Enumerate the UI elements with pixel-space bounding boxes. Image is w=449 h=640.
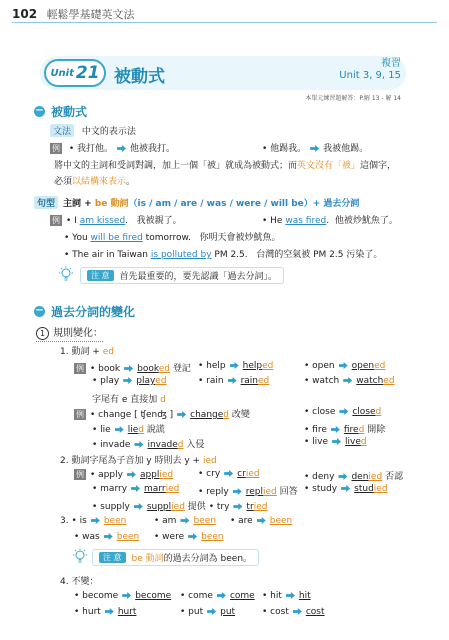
participle: become	[135, 591, 172, 601]
table-row	[262, 607, 325, 617]
book-title: 輕鬆學基礎英文法	[46, 8, 135, 21]
example-line-1b	[262, 141, 368, 154]
table-row	[304, 376, 395, 386]
participle-suffix: ied	[263, 487, 277, 497]
highlight-text: 以結構來表示	[72, 177, 127, 187]
participle-stem: stud	[354, 484, 374, 494]
note-tag: 注 意	[99, 552, 126, 563]
explanation-text: 這個字，	[360, 161, 397, 171]
explanation-text: 將中文的主詞和受詞對調，加上一個「被」就成為被動式；而	[54, 161, 298, 171]
arrow-right-icon	[177, 411, 186, 418]
unit-label: Unit	[50, 67, 74, 79]
section-title: 被動式	[51, 105, 88, 119]
participle-stem: live	[345, 437, 361, 447]
table-row	[92, 484, 179, 494]
table-row	[92, 422, 165, 435]
verb: • am	[154, 516, 177, 526]
sentence-text: • The air in Taiwan	[64, 250, 151, 260]
pattern-line	[34, 196, 359, 209]
rule-3-row-1	[60, 516, 126, 526]
sentence-translation: 台灣的空氣被 PM 2.5 污染了。	[256, 250, 383, 260]
meaning: 否認	[385, 472, 404, 482]
arrow-right-icon	[91, 517, 100, 524]
table-row	[92, 376, 167, 386]
participle-stem: lie	[127, 425, 139, 435]
explanation-line-2	[54, 174, 135, 187]
arrow-right-icon	[339, 362, 348, 369]
rule-3-row-1b	[154, 516, 216, 526]
verb: • come	[180, 591, 213, 601]
participle-suffix: ed	[155, 376, 167, 386]
review-units: Unit 3, 9, 15	[339, 70, 401, 81]
meaning: 回答	[279, 487, 298, 497]
highlight-text: 英文沒有「被」	[297, 161, 361, 171]
verb: • cost	[262, 607, 289, 617]
verb: • close	[304, 407, 336, 417]
pattern-tag: 句型	[34, 196, 58, 209]
page-number: 102	[12, 7, 38, 21]
note-highlight: be 動詞	[131, 554, 164, 564]
verb: • was	[74, 532, 100, 542]
example-text: 我被他踢。	[323, 144, 369, 154]
arrow-right-icon	[117, 145, 126, 152]
sentence-text: PM 2.5.	[211, 250, 248, 260]
rule-text: 1. 動詞 +	[60, 347, 103, 357]
participle-stem: suppl	[146, 502, 172, 512]
pattern-text: （is / am / are / was / were / will be）+ 過去分詞	[128, 199, 360, 209]
participle-suffix: ed	[158, 364, 170, 374]
participle-stem: marr	[144, 484, 166, 494]
participle-stem: play	[136, 376, 156, 386]
table-row	[304, 437, 367, 447]
rule-4-heading: 4. 不變：	[60, 577, 99, 587]
participle-suffix: d	[177, 440, 184, 450]
arrow-right-icon	[230, 362, 239, 369]
unit-title: 被動式	[114, 67, 165, 87]
verb: • hurt	[74, 607, 101, 617]
table-row	[74, 407, 250, 420]
pattern-highlight: be 動詞	[94, 199, 129, 209]
table-row	[74, 591, 171, 601]
participle-suffix: ied	[165, 484, 180, 494]
rule-text: 字尾有 e 直接加	[92, 395, 161, 405]
sentence-text: .	[125, 216, 129, 226]
verb: • study	[304, 484, 338, 494]
table-row	[198, 361, 273, 371]
table-row	[198, 469, 260, 479]
arrow-right-icon	[286, 592, 295, 599]
review-label: 複習	[381, 58, 401, 69]
explanation-text: 必須	[54, 177, 73, 187]
sentence-line-1	[50, 213, 182, 226]
verb: • book	[90, 364, 121, 374]
rule-text: 2. 動詞字尾為子音加 y 時則去 y +	[60, 456, 203, 466]
rule-suffix: d	[160, 395, 166, 405]
participle: come	[229, 591, 255, 601]
verb: • try	[208, 502, 230, 512]
verb: • hit	[262, 591, 282, 601]
participle-suffix: d	[375, 407, 382, 417]
participle-suffix: ied	[171, 502, 185, 512]
participle: cost	[305, 607, 325, 617]
example-tag: 例	[52, 216, 60, 225]
table-row	[304, 484, 388, 494]
participle-stem: appl	[139, 470, 160, 480]
table-row	[74, 607, 136, 617]
verb: • watch	[304, 376, 340, 386]
rule-2-heading	[60, 453, 217, 466]
participle-suffix: ed	[383, 376, 395, 386]
participle-stem: rain	[240, 376, 259, 386]
arrow-right-icon	[341, 485, 350, 492]
participle: put	[220, 607, 236, 617]
participle: been	[269, 516, 293, 526]
verb: • rain	[198, 376, 224, 386]
verb: • put	[180, 607, 204, 617]
verb: • marry	[92, 484, 128, 494]
table-row	[304, 361, 385, 371]
participle-stem: close	[352, 407, 376, 417]
table-row	[74, 361, 191, 374]
pattern-text: 主詞 +	[63, 199, 95, 209]
verb: • reply	[198, 487, 229, 497]
participle: hit	[298, 591, 311, 601]
participle-stem: repl	[245, 487, 264, 497]
answer-ref: 本單元練習題解答：P.解 13 - 解 14	[305, 95, 401, 102]
sentence-line-1b	[262, 213, 398, 226]
participle-suffix: ied	[245, 469, 260, 479]
running-header	[12, 6, 135, 22]
rule-suffix: ied	[202, 456, 217, 466]
verb: • live	[304, 437, 329, 447]
explanation-line-1	[54, 158, 396, 171]
meaning: 改變	[231, 410, 250, 420]
section-title: 過去分詞的變化	[51, 305, 136, 319]
verb: • become	[74, 591, 119, 601]
participle-suffix: ied	[368, 472, 383, 482]
lightbulb-icon	[72, 548, 88, 570]
verb: • is	[71, 516, 87, 526]
note-box-2	[92, 549, 259, 566]
verb: • cry	[198, 469, 221, 479]
participle-suffix: d	[138, 425, 144, 435]
sentence-translation: 我被親了。	[136, 216, 182, 226]
example-tag: 例	[76, 364, 84, 373]
participle-suffix: ied	[373, 484, 388, 494]
grammar-tag: 文法	[50, 124, 74, 137]
example-tag: 例	[76, 470, 84, 479]
participle-suffix: ed	[374, 361, 386, 371]
participle-suffix: d	[358, 425, 365, 435]
grammar-label-line	[50, 124, 136, 137]
verb: • invade	[92, 440, 131, 450]
arrow-right-icon	[104, 533, 113, 540]
meaning: 登記	[172, 364, 191, 374]
sentence-translation: 你明天會被炒魷魚。	[199, 233, 281, 243]
arrow-right-icon	[228, 377, 237, 384]
arrow-right-icon	[343, 377, 352, 384]
note-box-1	[80, 267, 284, 284]
participle: hurt	[117, 607, 137, 617]
rule-text: 3.	[60, 516, 69, 526]
minus-circle-icon: −	[35, 305, 44, 316]
sentence-text: .	[326, 216, 330, 226]
sentence-text: • He	[262, 216, 286, 226]
arrow-right-icon	[339, 408, 348, 415]
sentence-line-3	[64, 247, 382, 260]
sentence-text: tomorrow.	[142, 233, 191, 243]
rule-title: 規則變化：	[53, 328, 103, 339]
participle: been	[201, 532, 224, 542]
participle-stem: tr	[246, 502, 254, 512]
example-text: 他被我打。	[130, 144, 176, 154]
rule-number: 1	[36, 327, 49, 340]
participle-suffix: ed	[258, 376, 270, 386]
table-row	[304, 407, 381, 417]
participle-stem: invade	[147, 440, 178, 450]
table-row	[180, 607, 235, 617]
arrow-right-icon	[134, 441, 143, 448]
note-text: 的過去分詞為 been。	[163, 554, 253, 564]
table-row	[262, 591, 311, 601]
verb: • are	[230, 516, 253, 526]
verb: • open	[304, 361, 335, 371]
meaning: 提供	[187, 502, 206, 512]
arrow-right-icon	[217, 592, 226, 599]
verb: • change [ ʧenʤ ]	[90, 410, 174, 420]
unit-badge	[44, 59, 106, 87]
verb: • play	[92, 376, 120, 386]
arrow-right-icon	[293, 608, 302, 615]
arrow-right-icon	[180, 517, 189, 524]
sentence-text: • I	[66, 216, 80, 226]
participle-suffix: ied	[253, 502, 268, 512]
sentence-translation: 他被炒魷魚了。	[334, 216, 398, 226]
arrow-right-icon	[124, 365, 133, 372]
arrow-right-icon	[105, 608, 114, 615]
table-row	[304, 422, 385, 435]
sentence-text: • You	[64, 233, 91, 243]
example-tag: 例	[52, 144, 60, 153]
table-row	[74, 469, 173, 480]
participle-suffix: d	[223, 410, 229, 420]
participle: been	[103, 516, 127, 526]
verb: • fire	[304, 425, 327, 435]
rule-suffix: ed	[102, 347, 114, 357]
meaning: 開除	[367, 425, 386, 435]
participle-stem: open	[351, 361, 375, 371]
arrow-right-icon	[224, 470, 233, 477]
example-text: • 我打他。	[68, 144, 114, 154]
arrow-right-icon	[331, 426, 340, 433]
arrow-right-icon	[310, 145, 319, 152]
rule-3-row-1c	[230, 516, 292, 526]
sentence-highlight: will be fired	[90, 233, 143, 243]
arrow-right-icon	[332, 438, 341, 445]
rule-1b-heading	[92, 392, 166, 405]
example-text: • 他踢我。	[262, 144, 307, 154]
arrow-right-icon	[338, 473, 347, 480]
participle-stem: watch	[356, 376, 384, 386]
rule-3-row-2	[74, 532, 139, 542]
arrow-right-icon	[123, 377, 132, 384]
arrow-right-icon	[122, 592, 131, 599]
verb: • deny	[304, 472, 335, 482]
table-row	[180, 591, 255, 601]
participle: been	[193, 516, 216, 526]
example-line-1	[50, 141, 175, 154]
verb: • lie	[92, 425, 111, 435]
sentence-line-2	[64, 230, 281, 243]
arrow-right-icon	[207, 608, 216, 615]
participle-suffix: ed	[262, 361, 274, 371]
example-tag: 例	[76, 410, 84, 419]
arrow-right-icon	[233, 488, 242, 495]
note-text: 首先最重要的，要先認識「過去分詞」。	[119, 272, 278, 282]
table-row	[92, 437, 204, 450]
meaning: 入侵	[186, 440, 205, 450]
table-row	[198, 376, 269, 386]
participle-stem: book	[137, 364, 159, 374]
sentence-highlight: am kissed	[79, 216, 126, 226]
header-rule	[12, 22, 437, 23]
minus-circle-icon: −	[35, 105, 44, 116]
arrow-right-icon	[134, 503, 143, 510]
verb: • supply	[92, 502, 130, 512]
participle-suffix: d	[360, 437, 367, 447]
meaning: 說謊	[146, 425, 165, 435]
grammar-caption: 中文的表示法	[81, 127, 136, 137]
verb: • apply	[90, 470, 123, 480]
arrow-right-icon	[127, 471, 136, 478]
table-row	[304, 469, 403, 482]
arrow-right-icon	[233, 503, 242, 510]
table-row	[198, 484, 298, 497]
rule-heading	[36, 324, 103, 342]
arrow-right-icon	[131, 485, 140, 492]
verb: • help	[198, 361, 226, 371]
participle-stem: den	[351, 472, 369, 482]
participle-suffix: ied	[159, 470, 174, 480]
lightbulb-icon	[58, 266, 74, 288]
participle-stem: cr	[237, 469, 246, 479]
note-tag: 注 意	[87, 270, 114, 281]
review-ref	[339, 58, 401, 82]
participle-stem: help	[242, 361, 263, 371]
participle-stem: fire	[343, 425, 359, 435]
participle: been	[116, 532, 140, 542]
verb: • were	[154, 532, 185, 542]
explanation-text: 。	[126, 177, 136, 187]
section-heading-participle	[34, 303, 135, 320]
section-heading-passive	[34, 103, 87, 120]
rule-3-row-2b	[154, 532, 224, 542]
arrow-right-icon	[188, 533, 197, 540]
arrow-right-icon	[115, 426, 124, 433]
unit-number: 21	[75, 63, 100, 83]
rule-1-heading	[60, 344, 114, 357]
participle-stem: change	[190, 410, 224, 420]
sentence-highlight: was fired	[285, 216, 327, 226]
sentence-highlight: is polluted by	[150, 250, 212, 260]
table-row	[92, 499, 267, 512]
arrow-right-icon	[257, 517, 266, 524]
